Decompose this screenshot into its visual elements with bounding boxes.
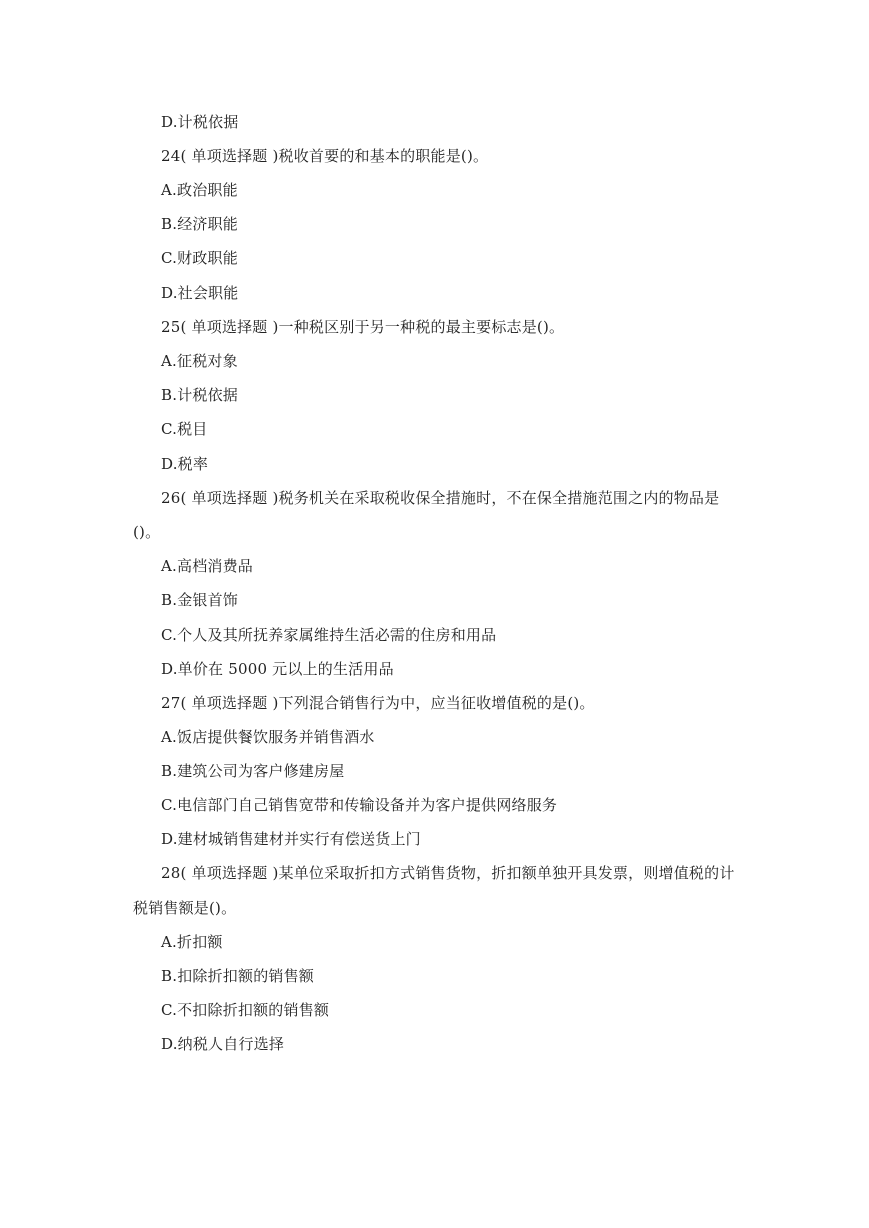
question-28-continuation: 税销售额是()。 xyxy=(133,899,237,917)
question-27: 27( 单项选择题 )下列混合销售行为中，应当征收增值税的是()。 xyxy=(161,694,595,712)
option-d-q26: D.单价在 5000 元以上的生活用品 xyxy=(161,660,394,678)
option-b-q28: B.扣除折扣额的销售额 xyxy=(161,967,314,985)
option-d-q24: D.社会职能 xyxy=(161,284,239,302)
option-b-q26: B.金银首饰 xyxy=(161,591,238,609)
option-c-q26: C.个人及其所抚养家属维持生活必需的住房和用品 xyxy=(161,626,497,644)
option-c-q25: C.税目 xyxy=(161,420,208,438)
question-24: 24( 单项选择题 )税收首要的和基本的职能是()。 xyxy=(161,147,489,165)
option-b-q25: B.计税依据 xyxy=(161,386,238,404)
option-d-q25: D.税率 xyxy=(161,455,209,473)
option-a-q28: A.折扣额 xyxy=(161,933,223,951)
option-a-q26: A.高档消费品 xyxy=(161,557,254,575)
option-d-q23: D.计税依据 xyxy=(161,113,239,131)
option-b-q27: B.建筑公司为客户修建房屋 xyxy=(161,762,345,780)
question-26-continuation: ()。 xyxy=(133,523,161,541)
option-d-q27: D.建材城销售建材并实行有偿送货上门 xyxy=(161,830,421,848)
question-25: 25( 单项选择题 )一种税区别于另一种税的最主要标志是()。 xyxy=(161,318,565,336)
question-28: 28( 单项选择题 )某单位采取折扣方式销售货物，折扣额单独开具发票，则增值税的计 xyxy=(161,864,735,882)
question-26: 26( 单项选择题 )税务机关在采取税收保全措施时，不在保全措施范围之内的物品是 xyxy=(161,489,720,507)
option-b-q24: B.经济职能 xyxy=(161,215,238,233)
option-c-q24: C.财政职能 xyxy=(161,249,238,267)
option-c-q28: C.不扣除折扣额的销售额 xyxy=(161,1001,330,1019)
option-a-q25: A.征税对象 xyxy=(161,352,238,370)
option-c-q27: C.电信部门自己销售宽带和传输设备并为客户提供网络服务 xyxy=(161,796,558,814)
option-d-q28: D.纳税人自行选择 xyxy=(161,1035,285,1053)
option-a-q24: A.政治职能 xyxy=(161,181,238,199)
option-a-q27: A.饭店提供餐饮服务并销售酒水 xyxy=(161,728,375,746)
